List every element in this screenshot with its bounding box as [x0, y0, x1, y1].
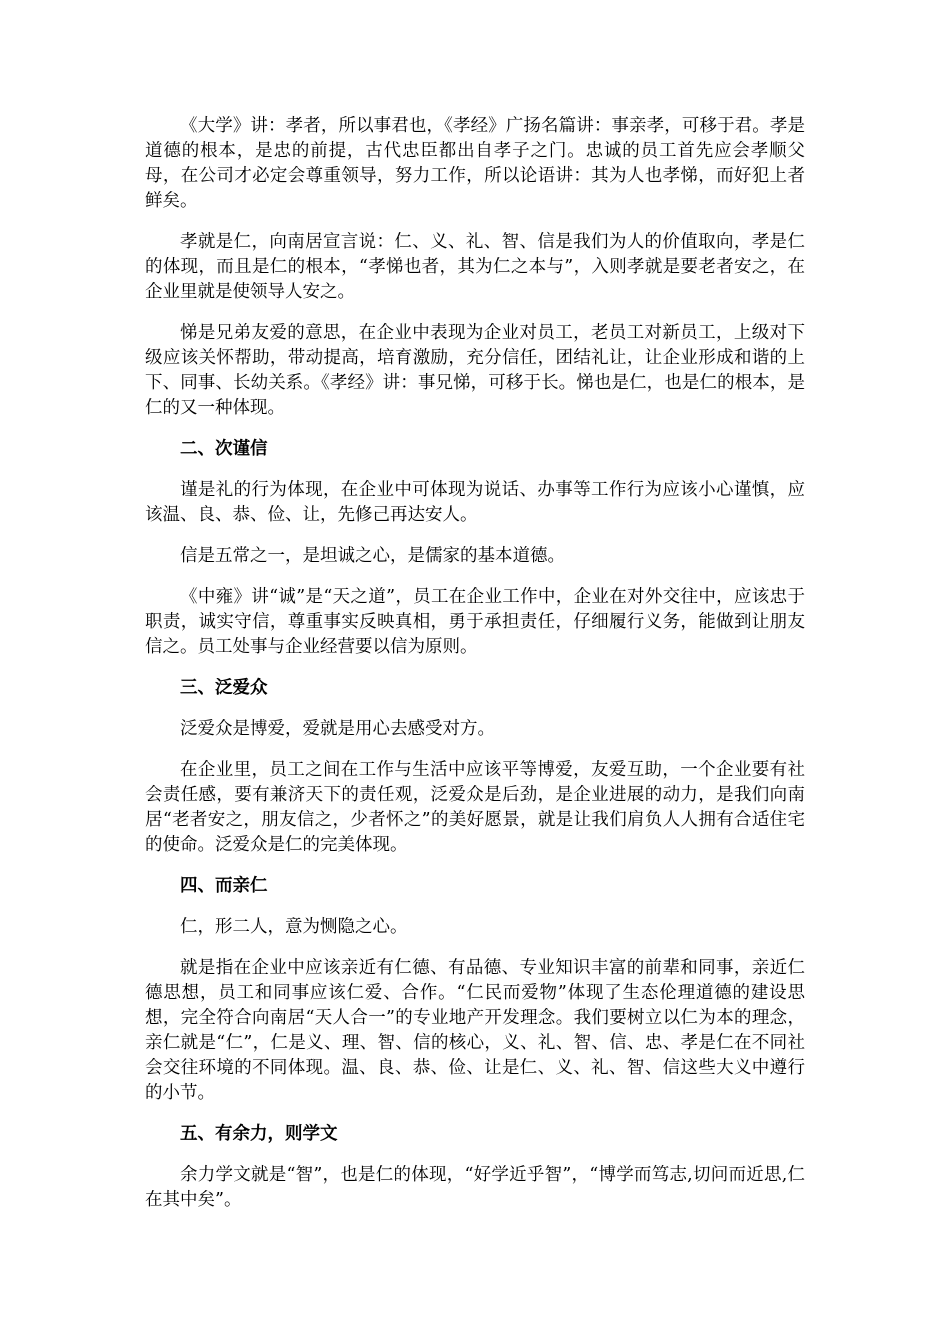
- paragraph-8: 在企业里，员工之间在工作与生活中应该平等博爱，友爱互助，一个企业要有社会责任感，要有兼济天下的责任观，泛爱众是后劲，是企业进展的动力，是我们向南居“老者安之，朋友信之，少者怀之”的美好愿景，就是让我们肩负人人拥有合适住宅的使命。泛爱众是仁的完美体现。: [145, 760, 805, 855]
- paragraph-4: 谨是礼的行为体现，在企业中可体现为说话、办事等工作行为应该小心谨慎，应该温、良、恭、俭、让，先修己再达安人。: [145, 480, 805, 525]
- document-page: [145, 114, 805, 1229]
- paragraph-11: 余力学文就是“智”，也是仁的体现，“好学近乎智”，“博学而笃志,切问而近思,仁在其中矣”。: [145, 1165, 805, 1210]
- paragraph-1: 《大学》讲：孝者，所以事君也，《孝经》广扬名篇讲：事亲孝，可移于君。孝是道德的根本，是忠的前提，古代忠臣都出自孝子之门。忠诚的员工首先应会孝顺父母，在公司才必定会尊重领导，努力工作，所以论语讲：其为人也孝悌，而好犯上者鲜矣。: [145, 116, 805, 211]
- paragraph-6: 《中雍》讲“诚”是“天之道”，员工在企业工作中，企业在对外交往中，应该忠于职责，诚实守信，尊重事实反映真相，勇于承担责任，仔细履行义务，能做到让朋友信之。员工处事与企业经营要以信为原则。: [145, 587, 805, 657]
- paragraph-10: 就是指在企业中应该亲近有仁德、有品德、专业知识丰富的前辈和同事，亲近仁德思想，员工和同事应该仁爱、合作。“仁民而爱物”体现了生态伦理道德的建设思想，完全符合向南居“天人合一”的专业地产开发理念。我们要树立以仁为本的理念，亲仁就是“仁”，仁是义、理、智、信的核心，义、礼、智、信、忠、孝是仁在不同社会交往环境的不同体现。温、良、恭、俭、让是仁、义、礼、智、信这些大义中遵行的小节。: [145, 958, 805, 1103]
- paragraph-2: 孝就是仁，向南居宣言说：仁、义、礼、智、信是我们为人的价值取向，孝是仁的体现，而且是仁的根本，“孝悌也者，其为仁之本与”，入则孝就是要老者安之，在企业里就是使领导人安之。: [145, 232, 805, 302]
- paragraph-7: 泛爱众是博爱，爱就是用心去感受对方。: [180, 719, 495, 739]
- section-heading-2: 二、次谨信: [180, 439, 268, 459]
- section-heading-5: 五、有余力，则学文: [180, 1124, 338, 1144]
- paragraph-9: 仁，形二人，意为恻隐之心。: [180, 917, 408, 937]
- paragraph-5: 信是五常之一，是坦诚之心，是儒家的基本道德。: [180, 546, 565, 566]
- section-heading-3: 三、泛爱众: [180, 678, 268, 698]
- section-heading-4: 四、而亲仁: [180, 876, 268, 896]
- paragraph-3: 悌是兄弟友爱的意思，在企业中表现为企业对员工，老员工对新员工，上级对下级应该关怀帮助，带动提高，培育激励，充分信任，团结礼让，让企业形成和谐的上下、同事、长幼关系。《孝经》讲：事兄悌，可移于长。悌也是仁，也是仁的根本，是仁的又一种体现。: [145, 323, 805, 418]
